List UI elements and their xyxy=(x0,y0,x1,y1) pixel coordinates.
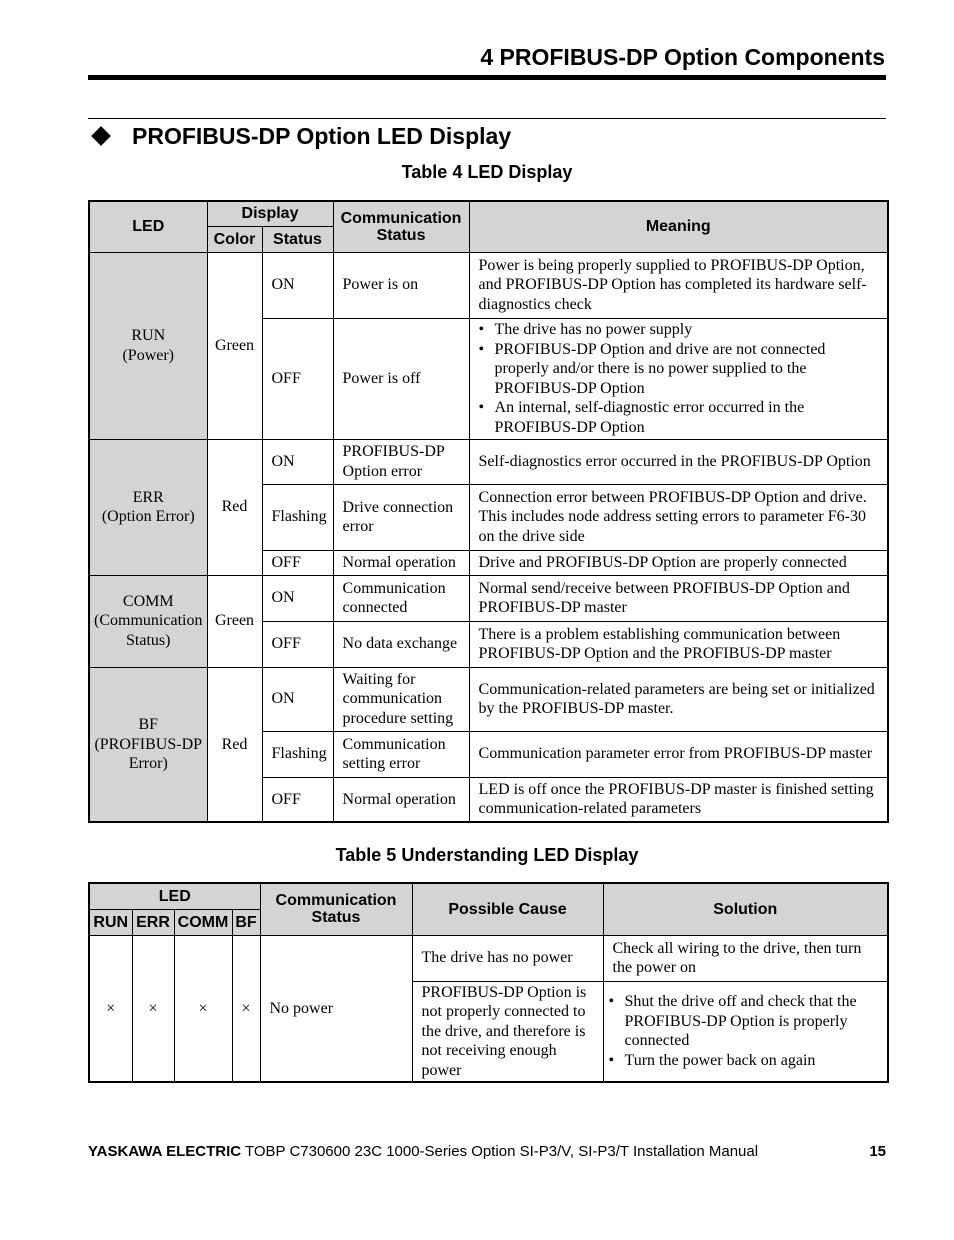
table-row xyxy=(89,252,888,318)
footer-doc-title: TOBP C730600 23C 1000-Series Option SI-P3/V, SI-P3/T Installation Manual xyxy=(244,1143,759,1160)
possible-cause: The drive has no power xyxy=(412,935,603,981)
th-meaning: Meaning xyxy=(469,201,888,252)
led-display-table xyxy=(88,200,889,823)
meaning: Drive and PROFIBUS-DP Option are properly connected xyxy=(469,550,888,575)
th-led: LED xyxy=(89,201,207,252)
led-status: OFF xyxy=(262,550,333,575)
th-display: Display xyxy=(207,201,333,226)
th-status: Status xyxy=(262,226,333,252)
comm-status: Communication connected xyxy=(333,575,469,621)
table-row xyxy=(89,935,888,981)
th-run: RUN xyxy=(89,909,132,935)
th-led: LED xyxy=(89,883,260,909)
th-comm: COMM xyxy=(174,909,232,935)
meaning: Self-diagnostics error occurred in the PROFIBUS-DP Option xyxy=(469,439,888,484)
led-status: Flashing xyxy=(262,484,333,550)
page-header-title: 4 PROFIBUS-DP Option Components xyxy=(480,44,885,70)
meaning-bullet: • PROFIBUS-DP Option and drive are not connected properly and/or there is no power supplied to the PROFIBUS-DP Option xyxy=(479,340,882,399)
table4-caption: Table 4 LED Display xyxy=(401,162,573,182)
meaning: Communication-related parameters are being set or initialized by the PROFIBUS-DP master. xyxy=(469,667,888,731)
th-comm-status: Communication Status xyxy=(260,883,412,935)
meaning: LED is off once the PROFIBUS-DP master is finished setting communication-related parameters xyxy=(469,777,888,822)
led-color: Red xyxy=(207,439,262,575)
led-status: OFF xyxy=(262,777,333,822)
err-indicator: × xyxy=(132,935,174,1082)
page-number: 15 xyxy=(869,1143,886,1160)
comm-status: Normal operation xyxy=(333,550,469,575)
led-status: ON xyxy=(262,667,333,731)
solution xyxy=(603,981,888,1082)
led-name: ERR (Option Error) xyxy=(89,439,207,575)
comm-status: Waiting for communication procedure setting xyxy=(333,667,469,731)
run-indicator: × xyxy=(89,935,132,1082)
meaning: Communication parameter error from PROFIBUS-DP master xyxy=(469,731,888,777)
meaning: Normal send/receive between PROFIBUS-DP Option and PROFIBUS-DP master xyxy=(469,575,888,621)
comm-indicator: × xyxy=(174,935,232,1082)
header-rule xyxy=(88,75,886,80)
th-color: Color xyxy=(207,226,262,252)
table-row xyxy=(89,439,888,484)
meaning xyxy=(469,318,888,439)
led-color: Green xyxy=(207,252,262,439)
understanding-led-table xyxy=(88,882,889,1083)
comm-status: Power is on xyxy=(333,252,469,318)
meaning-bullet: • An internal, self-diagnostic error occurred in the PROFIBUS-DP Option xyxy=(479,398,882,437)
led-status: ON xyxy=(262,252,333,318)
comm-status: PROFIBUS-DP Option error xyxy=(333,439,469,484)
footer-brand: YASKAWA ELECTRIC xyxy=(88,1143,242,1160)
comm-status: Drive connection error xyxy=(333,484,469,550)
comm-status: No data exchange xyxy=(333,621,469,667)
bf-indicator: × xyxy=(232,935,260,1082)
th-possible-cause: Possible Cause xyxy=(412,883,603,935)
comm-status: Power is off xyxy=(333,318,469,439)
section-rule xyxy=(88,118,886,119)
solution: Check all wiring to the drive, then turn the power on xyxy=(603,935,888,981)
led-status: OFF xyxy=(262,621,333,667)
led-name: COMM (Communication Status) xyxy=(89,575,207,667)
th-comm-status: Communication Status xyxy=(333,201,469,252)
meaning-bullet: • The drive has no power supply xyxy=(479,320,882,340)
th-solution: Solution xyxy=(603,883,888,935)
section-title: PROFIBUS-DP Option LED Display xyxy=(132,123,512,149)
comm-status: Normal operation xyxy=(333,777,469,822)
meaning: Connection error between PROFIBUS-DP Option and drive. This includes node address setting errors to parameter F6-30 on the drive side xyxy=(469,484,888,550)
meaning: Power is being properly supplied to PROFIBUS-DP Option, and PROFIBUS-DP Option has completed its hardware self-diagnostics check xyxy=(469,252,888,318)
led-status: OFF xyxy=(262,318,333,439)
comm-status: No power xyxy=(260,935,412,1082)
led-status: ON xyxy=(262,575,333,621)
footer-document xyxy=(88,1143,758,1160)
led-name: RUN (Power) xyxy=(89,252,207,439)
th-bf: BF xyxy=(232,909,260,935)
comm-status: Communication setting error xyxy=(333,731,469,777)
led-status: Flashing xyxy=(262,731,333,777)
possible-cause: PROFIBUS-DP Option is not properly connected to the drive, and therefore is not receiving enough power xyxy=(412,981,603,1082)
solution-bullet: • Turn the power back on again xyxy=(609,1051,882,1071)
led-color: Green xyxy=(207,575,262,667)
led-color: Red xyxy=(207,667,262,822)
diamond-bullet-icon xyxy=(91,126,111,146)
solution-bullet: • Shut the drive off and check that the PROFIBUS-DP Option is properly connected xyxy=(609,992,882,1051)
led-status: ON xyxy=(262,439,333,484)
table-row xyxy=(89,575,888,621)
table-row xyxy=(89,667,888,731)
meaning: There is a problem establishing communication between PROFIBUS-DP Option and the PROFIBUS-DP master xyxy=(469,621,888,667)
led-name: BF (PROFIBUS-DP Error) xyxy=(89,667,207,822)
table5-caption: Table 5 Understanding LED Display xyxy=(335,845,639,865)
th-err: ERR xyxy=(132,909,174,935)
